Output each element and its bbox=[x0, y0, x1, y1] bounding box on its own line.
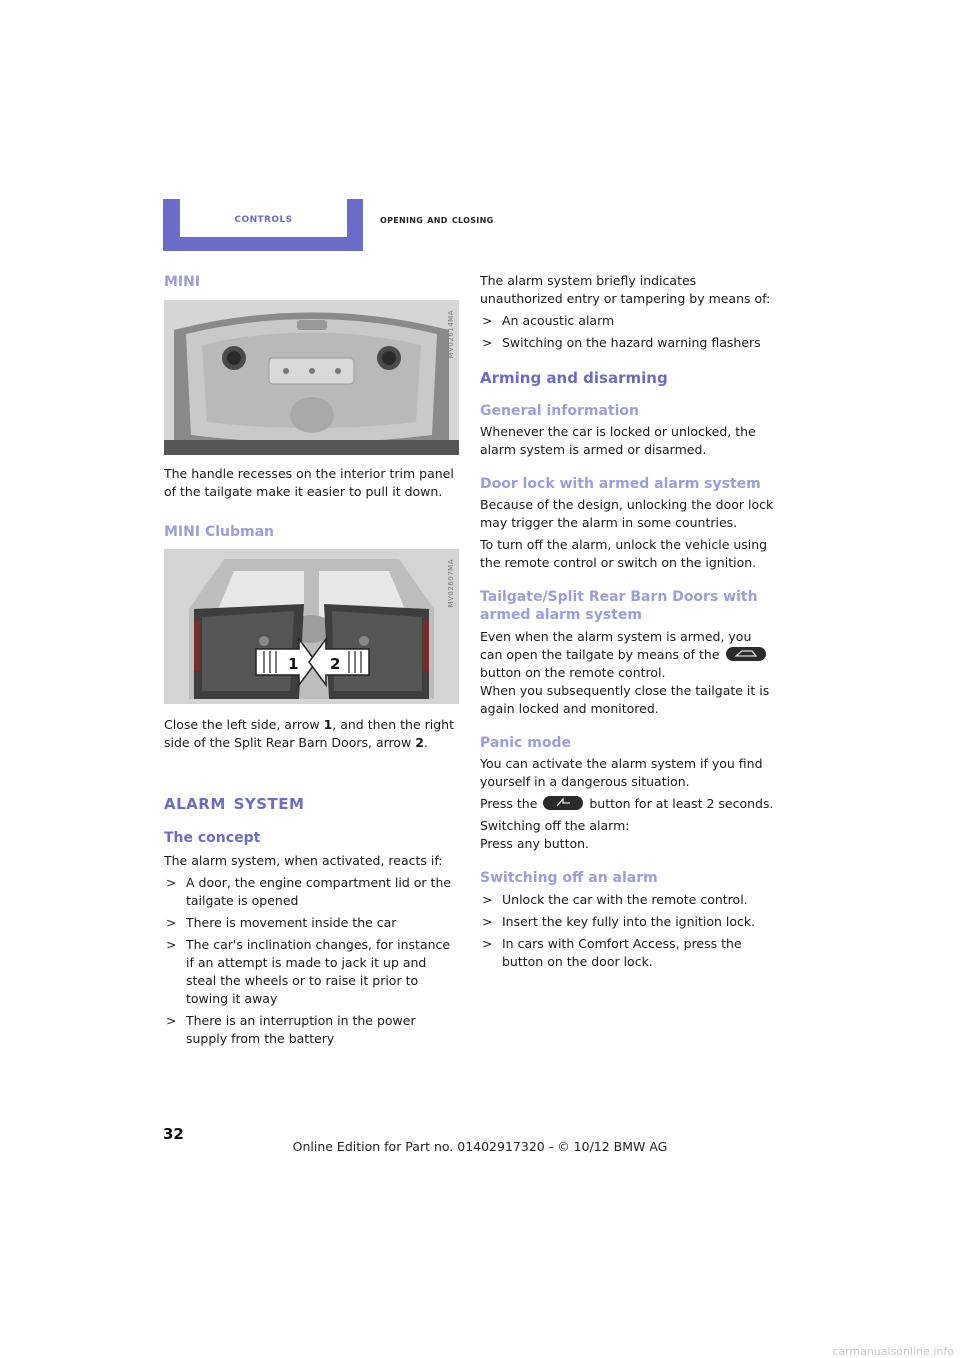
list-item bbox=[480, 891, 775, 909]
bullet-arrow-icon: > bbox=[482, 914, 493, 929]
general-heading: General information bbox=[480, 403, 639, 419]
concept-list bbox=[164, 874, 459, 1048]
bullet-arrow-icon: > bbox=[166, 875, 177, 890]
panic-text-part: Press the bbox=[480, 796, 542, 811]
bullet-arrow-icon: > bbox=[166, 937, 177, 952]
clubman-doors-illustration bbox=[164, 549, 459, 704]
doorlock-heading: Door lock with armed alarm system bbox=[480, 476, 761, 492]
mini-text: The handle recesses on the interior trim panel of the tailgate make it easier to pull it down. bbox=[164, 466, 454, 499]
tailgate-text-2: When you subsequently close the tailgate it is again locked and monitored. bbox=[480, 683, 770, 716]
list-item-text: Unlock the car with the remote control. bbox=[502, 892, 748, 907]
general-text: Whenever the car is locked or unlocked, the alarm system is armed or disarmed. bbox=[480, 424, 756, 457]
bullet-arrow-icon: > bbox=[482, 335, 493, 350]
clubman-text-part: . bbox=[423, 735, 428, 750]
list-item-text: The car's inclination changes, for instance if an attempt is made to jack it up and steal the wheels or to raise it prior to towing it away bbox=[186, 937, 451, 1006]
list-item bbox=[480, 913, 775, 931]
page-number: 32 bbox=[163, 1125, 184, 1143]
switchoff-heading: Switching off an alarm bbox=[480, 870, 658, 886]
arrow-label-1: 1 bbox=[288, 655, 299, 673]
mini-tailgate-figure bbox=[164, 300, 459, 455]
indicates-text: The alarm system briefly indicates unauthorized entry or tampering by means of: bbox=[480, 273, 771, 306]
concept-heading: The concept bbox=[164, 830, 261, 846]
indicates-list bbox=[480, 312, 775, 352]
panic-text-part: button for at least 2 seconds. bbox=[585, 796, 774, 811]
list-item-text: Insert the key fully into the ignition lock. bbox=[502, 914, 756, 929]
figure-code: MV02614MA bbox=[447, 310, 455, 359]
bullet-arrow-icon: > bbox=[482, 313, 493, 328]
bullet-arrow-icon: > bbox=[482, 936, 493, 951]
clubman-heading: MINI Clubman bbox=[164, 524, 275, 540]
clubman-text-part: Close the left side, arrow bbox=[164, 717, 324, 732]
panic-heading: Panic mode bbox=[480, 735, 571, 751]
alarm-system-heading: alarm system bbox=[164, 790, 305, 814]
tailgate-text-part: Even when the alarm system is armed, you can open the tailgate by means of the bbox=[480, 629, 752, 662]
list-item bbox=[164, 874, 459, 910]
list-item bbox=[164, 914, 459, 932]
switchoff-list bbox=[480, 891, 775, 971]
bullet-arrow-icon: > bbox=[166, 915, 177, 930]
concept-intro: The alarm system, when activated, reacts if: bbox=[164, 853, 443, 868]
list-item-text: An acoustic alarm bbox=[502, 313, 615, 328]
list-item-text: A door, the engine compartment lid or the tailgate is opened bbox=[186, 875, 452, 908]
tailgate-heading: Tailgate/Split Rear Barn Doors with armed alarm system bbox=[480, 589, 758, 623]
list-item bbox=[480, 312, 775, 330]
doorlock-text-2: To turn off the alarm, unlock the vehicle using the remote control or switch on the ignition. bbox=[480, 537, 768, 570]
bullet-arrow-icon: > bbox=[166, 1013, 177, 1028]
clubman-doors-figure bbox=[164, 549, 459, 704]
panic-text-3: Switching off the alarm: bbox=[480, 818, 630, 833]
clubman-text-part: , and then the right side of the Split Rear Barn Doors, arrow bbox=[164, 717, 454, 750]
clubman-text bbox=[164, 716, 459, 752]
panic-text-2 bbox=[480, 795, 775, 813]
online-edition-note: Online Edition for Part no. 01402917320 - © 10/12 BMW AG bbox=[292, 1139, 668, 1154]
tailgate-text bbox=[480, 628, 775, 682]
tailgate-button-icon bbox=[726, 647, 766, 661]
watermark: carmanualsonline.info bbox=[832, 1345, 954, 1358]
panic-button-icon bbox=[543, 796, 583, 810]
list-item-text: Switching on the hazard warning flashers bbox=[502, 335, 761, 350]
mini-heading: MINI bbox=[164, 274, 201, 290]
list-item bbox=[164, 936, 459, 1008]
left-column bbox=[164, 270, 459, 1048]
clubman-arrow-2: 2 bbox=[415, 735, 424, 750]
mini-tailgate-illustration bbox=[164, 300, 459, 455]
clubman-arrow-1: 1 bbox=[323, 717, 333, 732]
list-item-text: In cars with Comfort Access, press the button on the door lock. bbox=[502, 936, 742, 969]
figure-code: MV02607MA bbox=[447, 559, 455, 608]
doorlock-text-1: Because of the design, unlocking the door lock may trigger the alarm in some countries. bbox=[480, 497, 774, 530]
tailgate-text-part: button on the remote control. bbox=[480, 665, 666, 680]
panic-text-1: You can activate the alarm system if you find yourself in a dangerous situation. bbox=[480, 756, 763, 789]
header-section-title: controls bbox=[234, 210, 293, 226]
arming-heading: Arming and disarming bbox=[480, 369, 668, 387]
arrow-label-2: 2 bbox=[330, 655, 341, 673]
right-column bbox=[480, 272, 775, 971]
header-chapter-title: opening and closing bbox=[380, 213, 494, 226]
header-section-box bbox=[180, 199, 347, 237]
list-item bbox=[164, 1012, 459, 1048]
list-item-text: There is movement inside the car bbox=[186, 915, 397, 930]
bullet-arrow-icon: > bbox=[482, 892, 493, 907]
list-item bbox=[480, 935, 775, 971]
panic-text-4: Press any button. bbox=[480, 836, 590, 851]
list-item bbox=[480, 334, 775, 352]
list-item-text: There is an interruption in the power supply from the battery bbox=[186, 1013, 416, 1046]
